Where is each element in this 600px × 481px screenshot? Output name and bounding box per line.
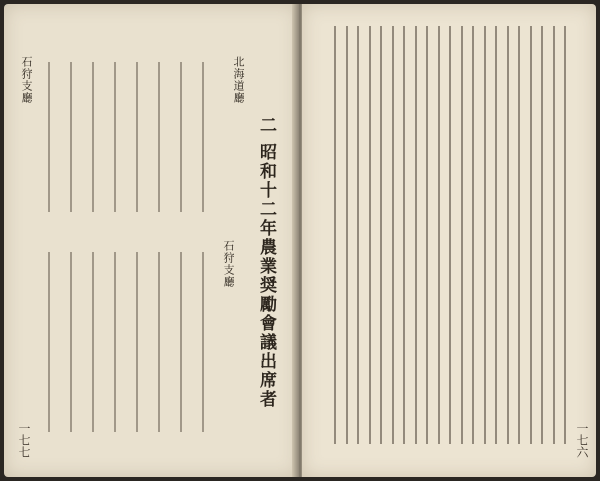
attendee-column bbox=[48, 252, 50, 432]
prose-column bbox=[564, 26, 566, 444]
prose-column bbox=[484, 26, 486, 444]
attendee-column bbox=[92, 252, 94, 432]
attendee-column bbox=[158, 62, 160, 212]
label-hokkaido: 北海道廳 bbox=[232, 56, 245, 104]
attendee-column bbox=[202, 252, 204, 432]
prose-column bbox=[530, 26, 532, 444]
prose-column bbox=[472, 26, 474, 444]
attendee-column bbox=[92, 62, 94, 212]
prose-column bbox=[449, 26, 451, 444]
label-ishikari-2: 石狩支廳 bbox=[222, 240, 235, 288]
attendee-column bbox=[180, 62, 182, 212]
prose-column bbox=[403, 26, 405, 444]
prose-column bbox=[369, 26, 371, 444]
book-spread bbox=[4, 4, 596, 477]
attendee-column bbox=[70, 62, 72, 212]
right-page bbox=[302, 4, 596, 477]
prose-column bbox=[334, 26, 336, 444]
attendee-column bbox=[48, 62, 50, 212]
prose-column bbox=[461, 26, 463, 444]
attendee-column bbox=[70, 252, 72, 432]
left-page bbox=[4, 4, 298, 477]
prose-column bbox=[380, 26, 382, 444]
label-ishikari: 石狩支廳 bbox=[20, 56, 33, 104]
attendee-column bbox=[180, 252, 182, 432]
prose-column bbox=[426, 26, 428, 444]
prose-column bbox=[507, 26, 509, 444]
page-number: 一七七 bbox=[17, 422, 31, 458]
prose-column bbox=[541, 26, 543, 444]
prose-column bbox=[415, 26, 417, 444]
page-heading: 二 昭和十二年農業奨勵會議出席者 bbox=[256, 116, 276, 409]
prose-column bbox=[438, 26, 440, 444]
attendee-column bbox=[158, 252, 160, 432]
attendee-column bbox=[114, 62, 116, 212]
prose-column bbox=[495, 26, 497, 444]
prose-column bbox=[392, 26, 394, 444]
attendee-column bbox=[136, 252, 138, 432]
attendee-column bbox=[202, 62, 204, 212]
attendee-column bbox=[136, 62, 138, 212]
prose-column bbox=[357, 26, 359, 444]
prose-column bbox=[518, 26, 520, 444]
attendee-column bbox=[114, 252, 116, 432]
prose-column bbox=[346, 26, 348, 444]
page-number: 一七六 bbox=[575, 422, 589, 458]
prose-column bbox=[553, 26, 555, 444]
